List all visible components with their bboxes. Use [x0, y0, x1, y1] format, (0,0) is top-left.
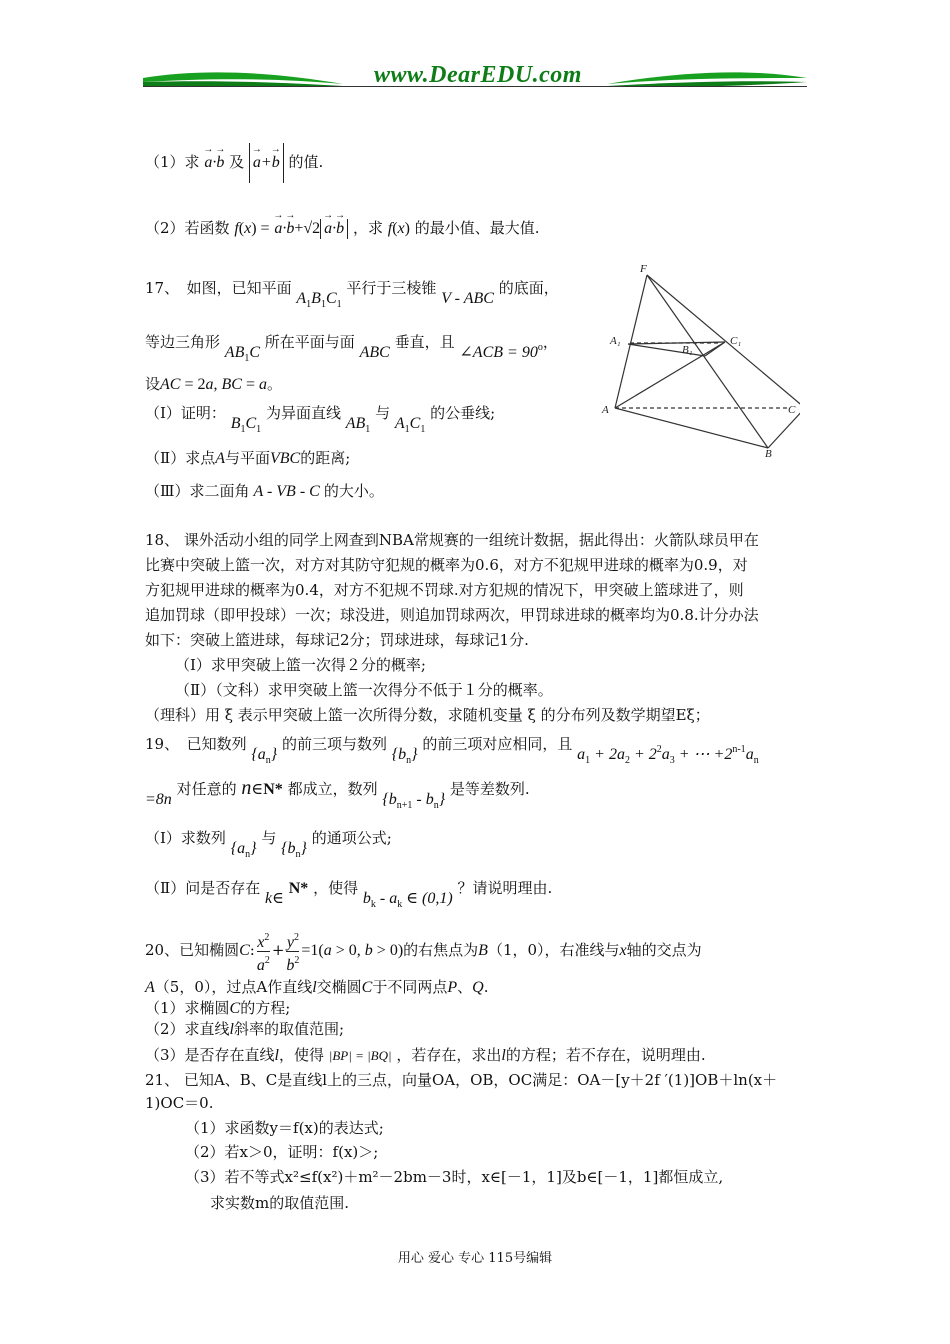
q18-part3: （理科）用 ξ 表示甲突破上篮一次所得分数，求随机变量 ξ 的分布列及数学期望Eξ；	[145, 706, 710, 724]
q17-line3: 设AC = 2a, BC = a。	[145, 375, 282, 393]
label-C: C	[788, 404, 796, 416]
q16-part1: （1）求 → a·→ b 及 → a+→ b 的值.	[145, 143, 323, 183]
q18-line2: 比赛中突破上篮一次，对方对其防守犯规的概率为0.6，对方不犯规甲进球的概率为0.9，对	[145, 556, 748, 574]
label-A1: A₁	[610, 335, 621, 347]
q21-line2: 1)OC＝0.	[145, 1094, 214, 1112]
q21-part2: （2）若x＞0，证明：f(x)＞;	[185, 1143, 379, 1161]
site-title: www.DearEDU.com	[374, 62, 582, 88]
q20-line2: A（5，0），过点A作直线l交椭圆C于不同两点P、Q.	[145, 978, 489, 996]
label-B1: B₁	[682, 344, 693, 356]
q20-line1: 20、已知椭圆C: $\frac{x^2}{a^2}$ + $\frac{y^2}{b^2}$ =1(a > 0, b > 0)的右焦点为B（1，0），右准线与x轴的交点为	[145, 928, 702, 974]
q20-part1: （1）求椭圆C的方程;	[145, 999, 291, 1017]
label-B: B	[765, 448, 772, 460]
q16-part2: （2）若函数 f(x) = → a·→ b+√2→ a·→ b ，求 f(x) 的最小值、最大值.	[145, 218, 540, 239]
q19-part2: （Ⅱ）问是否存在 k∈ N* ，使得 $b_k - a_k$ ∈ (0,1) ？请说明理由.	[145, 879, 553, 910]
label-A: A	[602, 404, 609, 416]
q18-line1: 18、 课外活动小组的同学上网查到NBA常规赛的一组统计数据，据此得出：火箭队球员甲在	[145, 531, 759, 549]
q20-part3: （3）是否存在直线l，使得 |BP| = |BQ| ，若存在，求出l的方程；若不存在，说明理由.	[145, 1046, 706, 1064]
q18-line4: 追加罚球（即甲投球）一次；球没进，则追加罚球两次，甲罚球进球的概率均为0.8.计分办法	[145, 606, 759, 624]
q18-part1: （Ⅰ）求甲突破上篮一次得２分的概率;	[175, 656, 426, 674]
label-C1: C₁	[730, 335, 742, 347]
q17-line2: 等边三角形 $AB_1C$ 所在平面与面 ABC 垂直，且 ∠ACB = $90^o$，	[145, 333, 558, 364]
q17-line1: 17、 如图，已知平面 $A_1B_1C_1$ 平行于三棱锥 V - ABC 的底面，	[145, 279, 559, 310]
q17-part2: （Ⅱ）求点A与平面VBC的距离;	[145, 449, 351, 467]
q18-line3: 方犯规甲进球的概率为0.4，对方不犯规不罚球.对方犯规的情况下，甲突破上篮球进了，则	[145, 581, 744, 599]
pyramid-diagram	[600, 260, 800, 460]
label-F: F	[640, 263, 647, 275]
page-header	[143, 60, 807, 94]
header-rule	[143, 86, 807, 87]
q19-line2: =8n 对任意的 n∈N* 都成立，数列 $\{b_{n+1} - b_n\}$ 是等差数列.	[145, 777, 530, 811]
page-footer: 用心 爱心 专心 115号编辑	[397, 1251, 553, 1266]
geometry-figure	[600, 260, 800, 460]
q17-part3: （Ⅲ）求二面角 A - VB - C 的大小。	[145, 482, 384, 500]
q21-line1: 21、 已知A、B、C是直线l上的三点，向量OA，OB，OC满足：OA－[y＋2f ′(1)]OB＋ln(x＋	[145, 1071, 778, 1089]
q18-part2: （Ⅱ）（文科）求甲突破上篮一次得分不低于１分的概率。	[175, 681, 553, 699]
q19-part1: （Ⅰ）求数列 $\{a_n\}$ 与 $\{b_n\}$ 的通项公式;	[145, 829, 392, 860]
q20-part2: （2）求直线l斜率的取值范围;	[145, 1020, 345, 1038]
q19-line1: 19、 已知数列 $\{a_n\}$ 的前三项与数列 $\{b_n\}$ 的前三项对应相同，且 $a_1 + 2a_2 + 2^2a_3$ + ⋯ $+2^{n-1}a_n$	[145, 735, 759, 766]
q21-part1: （1）求函数y＝f(x)的表达式;	[185, 1119, 384, 1137]
q21-part3: （3）若不等式x²≤f(x²)＋m²－2bm－3时，x∈[－1，1]及b∈[－1，1]都恒成立,	[185, 1168, 724, 1186]
q21-part3-cont: 求实数m的取值范围.	[210, 1194, 349, 1212]
q18-line5: 如下：突破上篮进球，每球记2分；罚球进球，每球记1分.	[145, 631, 529, 649]
q17-part1: （Ⅰ）证明： $B_1C_1$ 为异面直线 $AB_1$ 与 $A_1C_1$ 的公垂线;	[145, 404, 496, 435]
